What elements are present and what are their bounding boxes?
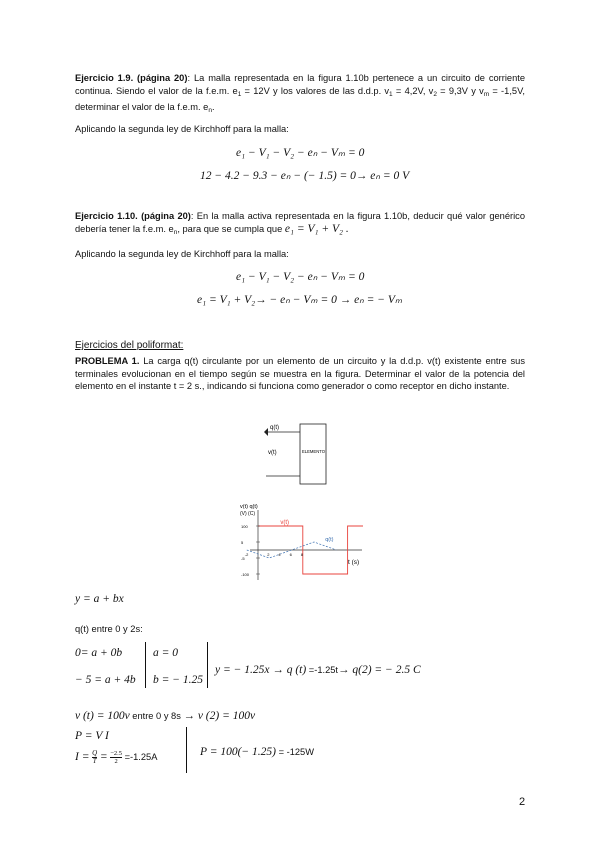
- result-brace: [207, 642, 208, 688]
- chart-ylabel-line-1: v(t) q(t): [240, 504, 258, 510]
- system-brace: [145, 642, 146, 688]
- q-interval-intro: q(t) entre 0 y 2s:: [75, 624, 143, 634]
- element-box: [300, 424, 326, 484]
- chart-ylabel-line-2: (V) (C): [240, 511, 255, 517]
- chart-ytick-label: 5: [241, 540, 244, 545]
- chart-xtick-label: 2: [267, 552, 270, 557]
- exercise-1-10-intro: Aplicando la segunda ley de Kirchhoff para la malla:: [75, 249, 289, 259]
- system-equation-1: 0= a + 0b: [75, 647, 123, 659]
- exercise-1-9-equation-1: e₁ − V₁ − V₂ − eₙ − Vₘ = 0: [236, 147, 365, 159]
- chart-xtick-label: 4: [278, 552, 281, 557]
- element-box-label: ELEMENTO: [302, 449, 325, 454]
- current-arrow-icon: [264, 428, 268, 436]
- current-formula: I = $\frac{Q}{T}$ = $\frac{-2.5}{2}$ =-1.25A: [75, 749, 158, 765]
- chart-xtick-label: 6: [289, 552, 292, 557]
- chart-ytick-label: 100: [241, 524, 248, 529]
- circuit-figure: [258, 418, 338, 488]
- circuit-q-label: q(t): [270, 425, 279, 431]
- system-result-b: b = − 1.25: [153, 674, 204, 686]
- exercise-1-10-heading: Ejercicio 1.10. (página 20): [75, 211, 191, 221]
- linear-equation: y = a + bx: [75, 593, 124, 605]
- chart-ytick-label: -5: [241, 556, 245, 561]
- system-equation-2: − 5 = a + 4b: [75, 674, 136, 686]
- exercise-1-10-statement: Ejercicio 1.10. (página 20): En la malla activa representada en la figura 1.10b, deducir qué valor genérico debería tener la f.e.m. $e_n$, para que se cumpla que e₁ = V₁ + V₂ .: [75, 211, 525, 236]
- v-series-label: v(t): [280, 520, 290, 526]
- power-result: P = 100(− 1.25) = -125W: [200, 746, 314, 758]
- circuit-v-label: v(t): [268, 450, 277, 456]
- problem-1-statement: PROBLEMA 1. La carga q(t) circulante por un elemento de un circuito y la d.d.p. v(t) existente entre sus terminales evolucionan en el tiempo según se muestra en la figura. Determinar el valor de la potencia del elemento en el instante t = 2 s., indicando si funciona como generador o como receptor en dicho instante.: [75, 356, 525, 391]
- q-series-label: q(t): [325, 537, 334, 543]
- exercise-1-9-equation-2: 12 − 4.2 − 9.3 − eₙ − (− 1.5) = 0→ eₙ = 0 V: [200, 170, 410, 182]
- v-solution-line: v (t) = 100v entre 0 y 8s → v (2) = 100v: [75, 710, 256, 722]
- exercise-1-9-heading: Ejercicio 1.9. (página 20): [75, 73, 188, 83]
- exercise-1-9-statement: Ejercicio 1.9. (página 20): La malla representada en la figura 1.10b pertenece a un circuito de corriente continua. Siendo el valor de la f.e.m. $e_1 = 12V$ y los valores de las d.d.p. $v_1 = 4,2V$, $v_2 = 9,3V$ y $v_m = -1,5V$, determinar el valor de la f.e.m. $e_n$.: [75, 73, 526, 114]
- power-formula: P = V I: [75, 730, 109, 742]
- problem-1-heading: PROBLEMA 1.: [75, 356, 140, 366]
- chart-ytick-label: -100: [241, 572, 250, 577]
- exercise-1-10-equation-1: e₁ − V₁ − V₂ − eₙ − Vₘ = 0: [236, 271, 365, 283]
- exercise-1-9-intro: Aplicando la segunda ley de Kirchhoff para la malla:: [75, 124, 289, 134]
- poliformat-section-title: Ejercicios del poliformat:: [75, 340, 184, 351]
- chart-xtick-label: -2: [244, 552, 249, 557]
- page-number: 2: [519, 796, 526, 808]
- power-brace: [186, 727, 187, 773]
- system-result-a: a = 0: [153, 647, 179, 659]
- chart-xlabel: t (s): [348, 559, 360, 566]
- q-solution-line: y = − 1.25x → q (t) =-1.25t→ q(2) = − 2.5 C: [215, 664, 421, 676]
- vq-chart: [238, 502, 363, 584]
- exercise-1-10-equation-2: e₁ = V₁ + V₂→ − eₙ − Vₘ = 0 → eₙ = − Vₘ: [197, 294, 403, 306]
- chart-xtick-label: 8: [300, 552, 304, 557]
